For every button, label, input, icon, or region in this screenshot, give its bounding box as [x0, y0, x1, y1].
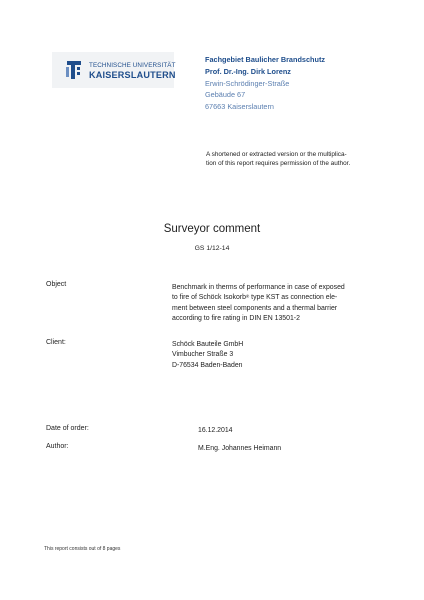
logo-text-university: TECHNISCHE UNIVERSITÄT	[89, 62, 176, 69]
client-label: Client:	[46, 339, 66, 346]
client-street: Vimbucher Straße 3	[172, 351, 234, 359]
object-line-2-start: to fire of Schöck Isokorb	[172, 294, 246, 302]
object-line-2	[172, 293, 345, 303]
date-of-order-value: 16.12.2014	[198, 427, 233, 434]
institution-address	[205, 54, 325, 113]
object-description	[172, 283, 345, 325]
copyright-notice	[206, 150, 350, 169]
author-label: Author:	[46, 443, 69, 450]
document-number: GS 1/12-14	[194, 245, 230, 252]
date-of-order-label: Date of order:	[46, 425, 89, 432]
tu-logo-icon	[63, 58, 85, 82]
client-city: D-76534 Baden-Baden	[172, 361, 243, 369]
address-street: Erwin-Schrödinger-Straße	[205, 78, 290, 88]
registered-mark: ®	[245, 294, 250, 300]
document-title: Surveyor comment	[163, 223, 261, 235]
department-name: Fachgebiet Baulicher Brandschutz	[205, 55, 326, 64]
object-label: Object	[46, 281, 67, 288]
logo-text-city: KAISERSLAUTERN	[89, 70, 176, 80]
professor-name: Prof. Dr.-Ing. Dirk Lorenz	[205, 66, 291, 76]
address-building: Gebäude 67	[205, 90, 246, 100]
notice-line-2: tion of this report requires permission of the author.	[206, 160, 351, 168]
client-name: Schöck Bauteile GmbH	[172, 341, 244, 348]
address-city: 67663 Kaiserslautern	[205, 102, 274, 112]
object-line-1: Benchmark in therms of performance in case of exposed	[172, 284, 345, 291]
object-line-2-end: type KST as connection ele-	[249, 294, 338, 302]
notice-line-1: A shortened or extracted version or the multiplica-	[206, 151, 347, 158]
author-value: M.Eng. Johannes Heimann	[198, 445, 282, 452]
client-address	[172, 340, 243, 371]
object-line-3: ment between steel components and a thermal barrier	[172, 304, 338, 312]
page-count-footer: This report consists out of 8 pages	[44, 546, 121, 552]
object-line-4: according to fire rating in DIN EN 13501-2	[172, 315, 300, 323]
